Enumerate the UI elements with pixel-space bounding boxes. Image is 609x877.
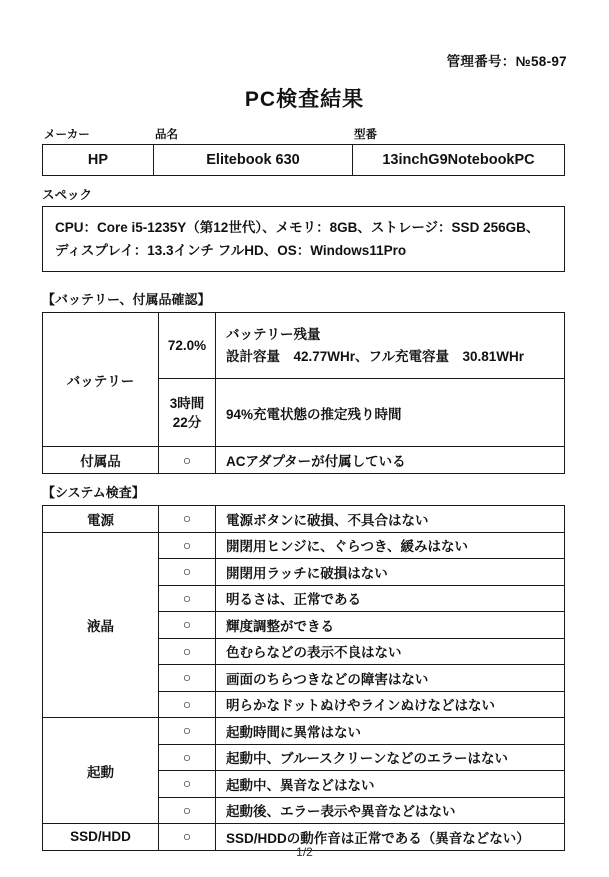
check-item-desc: 明らかなドットぬけやラインぬけなどはない [216,691,565,718]
category-lcd: 液晶 [43,532,159,718]
pass-mark: ○ [159,638,216,665]
table-row [43,447,565,474]
pass-mark: ○ [159,585,216,612]
battery-runtime-minutes: 22分 [172,414,202,430]
check-item-desc: 起動中、異音などはない [216,771,565,798]
battery-runtime-value [159,379,216,447]
check-item-desc: 起動後、エラー表示や異音などはない [216,797,565,824]
accessory-desc: ACアダプターが付属している [216,447,565,474]
product-table [42,144,565,176]
category-power: 電源 [43,506,159,533]
category-boot: 起動 [43,718,159,824]
pass-mark: ○ [159,559,216,586]
check-item-desc: 画面のちらつきなどの障害はない [216,665,565,692]
check-item-desc: 輝度調整ができる [216,612,565,639]
spec-label: スペック [42,188,93,202]
battery-runtime-hours: 3時間 [169,395,205,411]
pass-mark: ○ [159,506,216,533]
table-row [43,718,565,745]
check-item-desc: 電源ボタンに破損、不具合はない [216,506,565,533]
maker-value: HP [43,145,154,176]
battery-remaining-desc-line2: 設計容量 42.77WHr、フル充電容量 30.81WHr [226,348,525,364]
label-product-name: 品名 [155,129,178,141]
doc-number: 管理番号：№58-97 [446,54,567,69]
product-column-labels [42,126,567,142]
pass-mark: ○ [159,718,216,745]
battery-remaining-value: 72.0% [159,313,216,379]
system-section-heading: 【システム検査】 [42,485,145,500]
label-maker: メーカー [44,129,90,141]
pass-mark: ○ [159,691,216,718]
pass-mark: ○ [159,797,216,824]
table-row [43,145,565,176]
check-item-desc: SSD/HDDの動作音は正常である（異音などない） [216,824,565,851]
product-name-value: Elitebook 630 [154,145,353,176]
pass-mark: ○ [159,824,216,851]
check-item-desc: 起動時間に異常はない [216,718,565,745]
battery-table [42,312,565,474]
check-item-desc: 開閉用ヒンジに、ぐらつき、緩みはない [216,532,565,559]
page-number: 1/2 [296,845,313,859]
battery-remaining-desc [216,313,565,379]
battery-category: バッテリー [43,313,159,447]
accessory-category: 付属品 [43,447,159,474]
system-check-table [42,505,565,851]
pass-mark: ○ [159,665,216,692]
label-model-number: 型番 [354,129,377,141]
battery-remaining-desc-line1: バッテリー残量 [226,326,321,342]
pass-mark: ○ [159,744,216,771]
check-item-desc: 明るさは、正常である [216,585,565,612]
table-row [43,313,565,379]
check-item-desc: 開閉用ラッチに破損はない [216,559,565,586]
category-ssd-hdd: SSD/HDD [43,824,159,851]
battery-runtime-desc: 94%充電状態の推定残り時間 [216,379,565,447]
model-number-value: 13inchG9NotebookPC [353,145,565,176]
check-item-desc: 色むらなどの表示不良はない [216,638,565,665]
pass-mark: ○ [159,532,216,559]
accessory-pass-mark: ○ [159,447,216,474]
spec-box: CPU：Core i5-1235Y（第12世代）、メモリ：8GB、ストレージ：SSD 256GB、ディスプレイ：13.3インチ フルHD、OS：Windows11Pro [42,206,565,272]
pass-mark: ○ [159,612,216,639]
battery-section-heading: 【バッテリー、付属品確認】 [42,292,211,307]
check-item-desc: 起動中、ブルースクリーンなどのエラーはない [216,744,565,771]
pass-mark: ○ [159,771,216,798]
table-row [43,506,565,533]
table-row [43,532,565,559]
page-title: PC検査結果 [244,88,365,111]
